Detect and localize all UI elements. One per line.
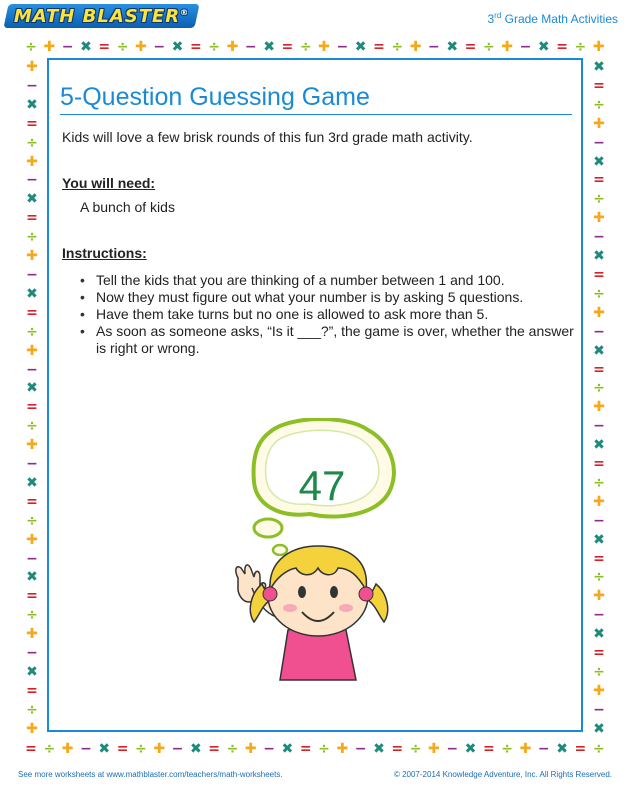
instruction-item: • Now they must figure out what your number is by asking 5 questions. (96, 289, 576, 306)
plus-icon: ✚ (43, 39, 56, 55)
equals-icon: = (25, 741, 37, 757)
divide-icon: ÷ (574, 39, 587, 55)
minus-icon: − (593, 701, 605, 718)
divide-icon: ÷ (25, 39, 37, 55)
divide-icon: ÷ (592, 741, 605, 757)
grade-activities-link[interactable] (487, 11, 618, 26)
divide-icon: ÷ (26, 323, 38, 340)
minus-icon: − (593, 418, 605, 435)
divide-icon: ÷ (593, 474, 605, 491)
title-divider (60, 114, 572, 115)
plus-icon: ✚ (26, 342, 38, 359)
minus-icon: − (354, 741, 367, 757)
plus-icon: ✚ (593, 399, 605, 416)
plus-icon: ✚ (26, 437, 38, 454)
times-icon: ✖ (26, 191, 38, 208)
instructions-heading: Instructions: (62, 245, 147, 261)
equals-icon: = (281, 39, 294, 55)
plus-icon: ✚ (26, 626, 38, 643)
need-item: A bunch of kids (80, 199, 175, 215)
minus-icon: − (26, 361, 38, 378)
plus-icon: ✚ (593, 493, 605, 510)
logo-text: MATH BLASTER (14, 5, 181, 27)
plus-icon: ✚ (593, 682, 605, 699)
equals-icon: = (593, 456, 605, 473)
minus-icon: − (593, 229, 605, 246)
minus-icon: − (537, 741, 550, 757)
plus-icon: ✚ (26, 531, 38, 548)
times-icon: ✖ (593, 720, 605, 737)
times-icon: ✖ (98, 741, 111, 757)
divide-icon: ÷ (26, 229, 38, 246)
times-icon: ✖ (556, 741, 568, 757)
intro-text: Kids will love a few brisk rounds of this fun 3rd grade math activity. (62, 129, 473, 145)
divide-icon: ÷ (26, 607, 38, 624)
equals-icon: = (593, 361, 605, 378)
plus-icon: ✚ (336, 741, 349, 757)
times-icon: ✖ (263, 39, 275, 55)
equals-icon: = (593, 550, 605, 567)
plus-icon: ✚ (135, 39, 147, 55)
divide-icon: ÷ (26, 701, 38, 718)
times-icon: ✖ (171, 39, 184, 55)
minus-icon: − (26, 456, 38, 473)
divide-icon: ÷ (593, 664, 605, 680)
equals-icon: = (593, 645, 605, 662)
plus-icon: ✚ (244, 741, 257, 757)
plus-icon: ✚ (501, 39, 513, 55)
grade-label: Grade Math Activities (501, 12, 618, 26)
times-icon: ✖ (80, 39, 92, 55)
footer-worksheets-link[interactable]: See more worksheets at www.mathblaster.com/teachers/math-worksheets. (18, 770, 283, 779)
times-icon: ✖ (26, 569, 38, 586)
equals-icon: = (189, 39, 202, 55)
footer-copyright: © 2007-2014 Knowledge Adventure, Inc. All Rights Reserved. (393, 770, 612, 779)
plus-icon: ✚ (593, 115, 605, 132)
plus-icon: ✚ (409, 39, 422, 55)
plus-icon: ✚ (519, 741, 532, 757)
minus-icon: − (61, 39, 74, 55)
times-icon: ✖ (26, 285, 38, 302)
equals-icon: = (556, 39, 568, 55)
equals-icon: = (26, 115, 38, 132)
minus-icon: − (428, 39, 440, 55)
divide-icon: ÷ (116, 39, 129, 55)
minus-icon: − (519, 39, 532, 55)
divide-icon: ÷ (43, 741, 56, 757)
divide-icon: ÷ (226, 741, 239, 757)
instruction-item: • As soon as someone asks, “Is it ___?”, the game is over, whether the answer is right or wrong. (96, 323, 576, 357)
girl-figure (236, 546, 388, 680)
minus-icon: − (80, 741, 92, 757)
divide-icon: ÷ (593, 191, 605, 208)
minus-icon: − (263, 741, 275, 757)
divide-icon: ÷ (391, 39, 404, 55)
equals-icon: = (373, 39, 385, 55)
guessed-number: 47 (298, 462, 346, 509)
plus-icon: ✚ (153, 741, 166, 757)
equals-icon: = (299, 741, 312, 757)
instruction-item: • Have them take turns but no one is allowed to ask more than 5. (96, 306, 576, 323)
times-icon: ✖ (593, 153, 605, 170)
minus-icon: − (593, 323, 605, 340)
instructions-list (96, 272, 576, 357)
grade-number: 3 (487, 12, 495, 26)
times-icon: ✖ (593, 342, 605, 359)
minus-icon: − (153, 39, 166, 55)
equals-icon: = (464, 39, 477, 55)
equals-icon: = (26, 682, 38, 699)
plus-icon: ✚ (26, 59, 38, 75)
times-icon: ✖ (373, 741, 385, 757)
symbol-border-left (24, 60, 40, 736)
minus-icon: − (171, 741, 184, 757)
times-icon: ✖ (189, 741, 202, 757)
minus-icon: − (26, 172, 38, 189)
minus-icon: − (26, 645, 38, 662)
plus-icon: ✚ (26, 720, 38, 737)
plus-icon: ✚ (26, 153, 38, 170)
equals-icon: = (26, 493, 38, 510)
minus-icon: − (26, 550, 38, 567)
math-blaster-logo[interactable] (3, 4, 199, 28)
plus-icon: ✚ (318, 39, 330, 55)
times-icon: ✖ (26, 474, 38, 491)
symbol-border-top (24, 39, 606, 55)
plus-icon: ✚ (26, 248, 38, 265)
divide-icon: ÷ (501, 741, 513, 757)
equals-icon: = (26, 210, 38, 227)
minus-icon: − (593, 607, 605, 624)
times-icon: ✖ (593, 531, 605, 548)
divide-icon: ÷ (593, 569, 605, 586)
divide-icon: ÷ (135, 741, 147, 757)
times-icon: ✖ (593, 248, 605, 265)
divide-icon: ÷ (482, 39, 495, 55)
divide-icon: ÷ (26, 134, 38, 151)
equals-icon: = (26, 588, 38, 605)
equals-icon: = (574, 741, 587, 757)
minus-icon: − (593, 134, 605, 151)
worksheet-title: 5-Question Guessing Game (60, 83, 370, 111)
divide-icon: ÷ (593, 380, 605, 397)
times-icon: ✖ (281, 741, 294, 757)
equals-icon: = (391, 741, 404, 757)
equals-icon: = (593, 77, 605, 94)
times-icon: ✖ (354, 39, 367, 55)
equals-icon: = (116, 741, 129, 757)
times-icon: ✖ (593, 626, 605, 643)
plus-icon: ✚ (61, 741, 74, 757)
minus-icon: − (336, 39, 349, 55)
plus-icon: ✚ (226, 39, 239, 55)
registered-mark: ® (180, 7, 190, 17)
divide-icon: ÷ (208, 39, 220, 55)
equals-icon: = (482, 741, 495, 757)
times-icon: ✖ (593, 59, 605, 75)
minus-icon: − (446, 741, 459, 757)
minus-icon: − (26, 77, 38, 94)
instruction-item: • Tell the kids that you are thinking of a number between 1 and 100. (96, 272, 576, 289)
times-icon: ✖ (464, 741, 477, 757)
divide-icon: ÷ (409, 741, 422, 757)
divide-icon: ÷ (318, 741, 330, 757)
grade-ordinal: rd (494, 11, 502, 20)
minus-icon: − (593, 512, 605, 529)
girl-thinking-illustration (218, 418, 408, 683)
symbol-border-right (591, 60, 607, 736)
times-icon: ✖ (593, 437, 605, 454)
plus-icon: ✚ (593, 304, 605, 321)
equals-icon: = (593, 266, 605, 283)
times-icon: ✖ (26, 664, 38, 680)
equals-icon: = (26, 304, 38, 321)
times-icon: ✖ (446, 39, 459, 55)
plus-icon: ✚ (593, 588, 605, 605)
plus-icon: ✚ (592, 39, 605, 55)
plus-icon: ✚ (593, 210, 605, 227)
times-icon: ✖ (26, 380, 38, 397)
minus-icon: − (26, 266, 38, 283)
equals-icon: = (593, 172, 605, 189)
you-will-need-heading: You will need: (62, 175, 156, 191)
equals-icon: = (98, 39, 111, 55)
page-header (0, 0, 630, 32)
divide-icon: ÷ (593, 96, 605, 113)
thought-bubble (254, 419, 394, 555)
times-icon: ✖ (537, 39, 550, 55)
divide-icon: ÷ (26, 512, 38, 529)
divide-icon: ÷ (593, 285, 605, 302)
symbol-border-bottom (24, 741, 606, 757)
divide-icon: ÷ (299, 39, 312, 55)
equals-icon: = (208, 741, 220, 757)
plus-icon: ✚ (428, 741, 440, 757)
divide-icon: ÷ (26, 418, 38, 435)
times-icon: ✖ (26, 96, 38, 113)
equals-icon: = (26, 399, 38, 416)
minus-icon: − (244, 39, 257, 55)
